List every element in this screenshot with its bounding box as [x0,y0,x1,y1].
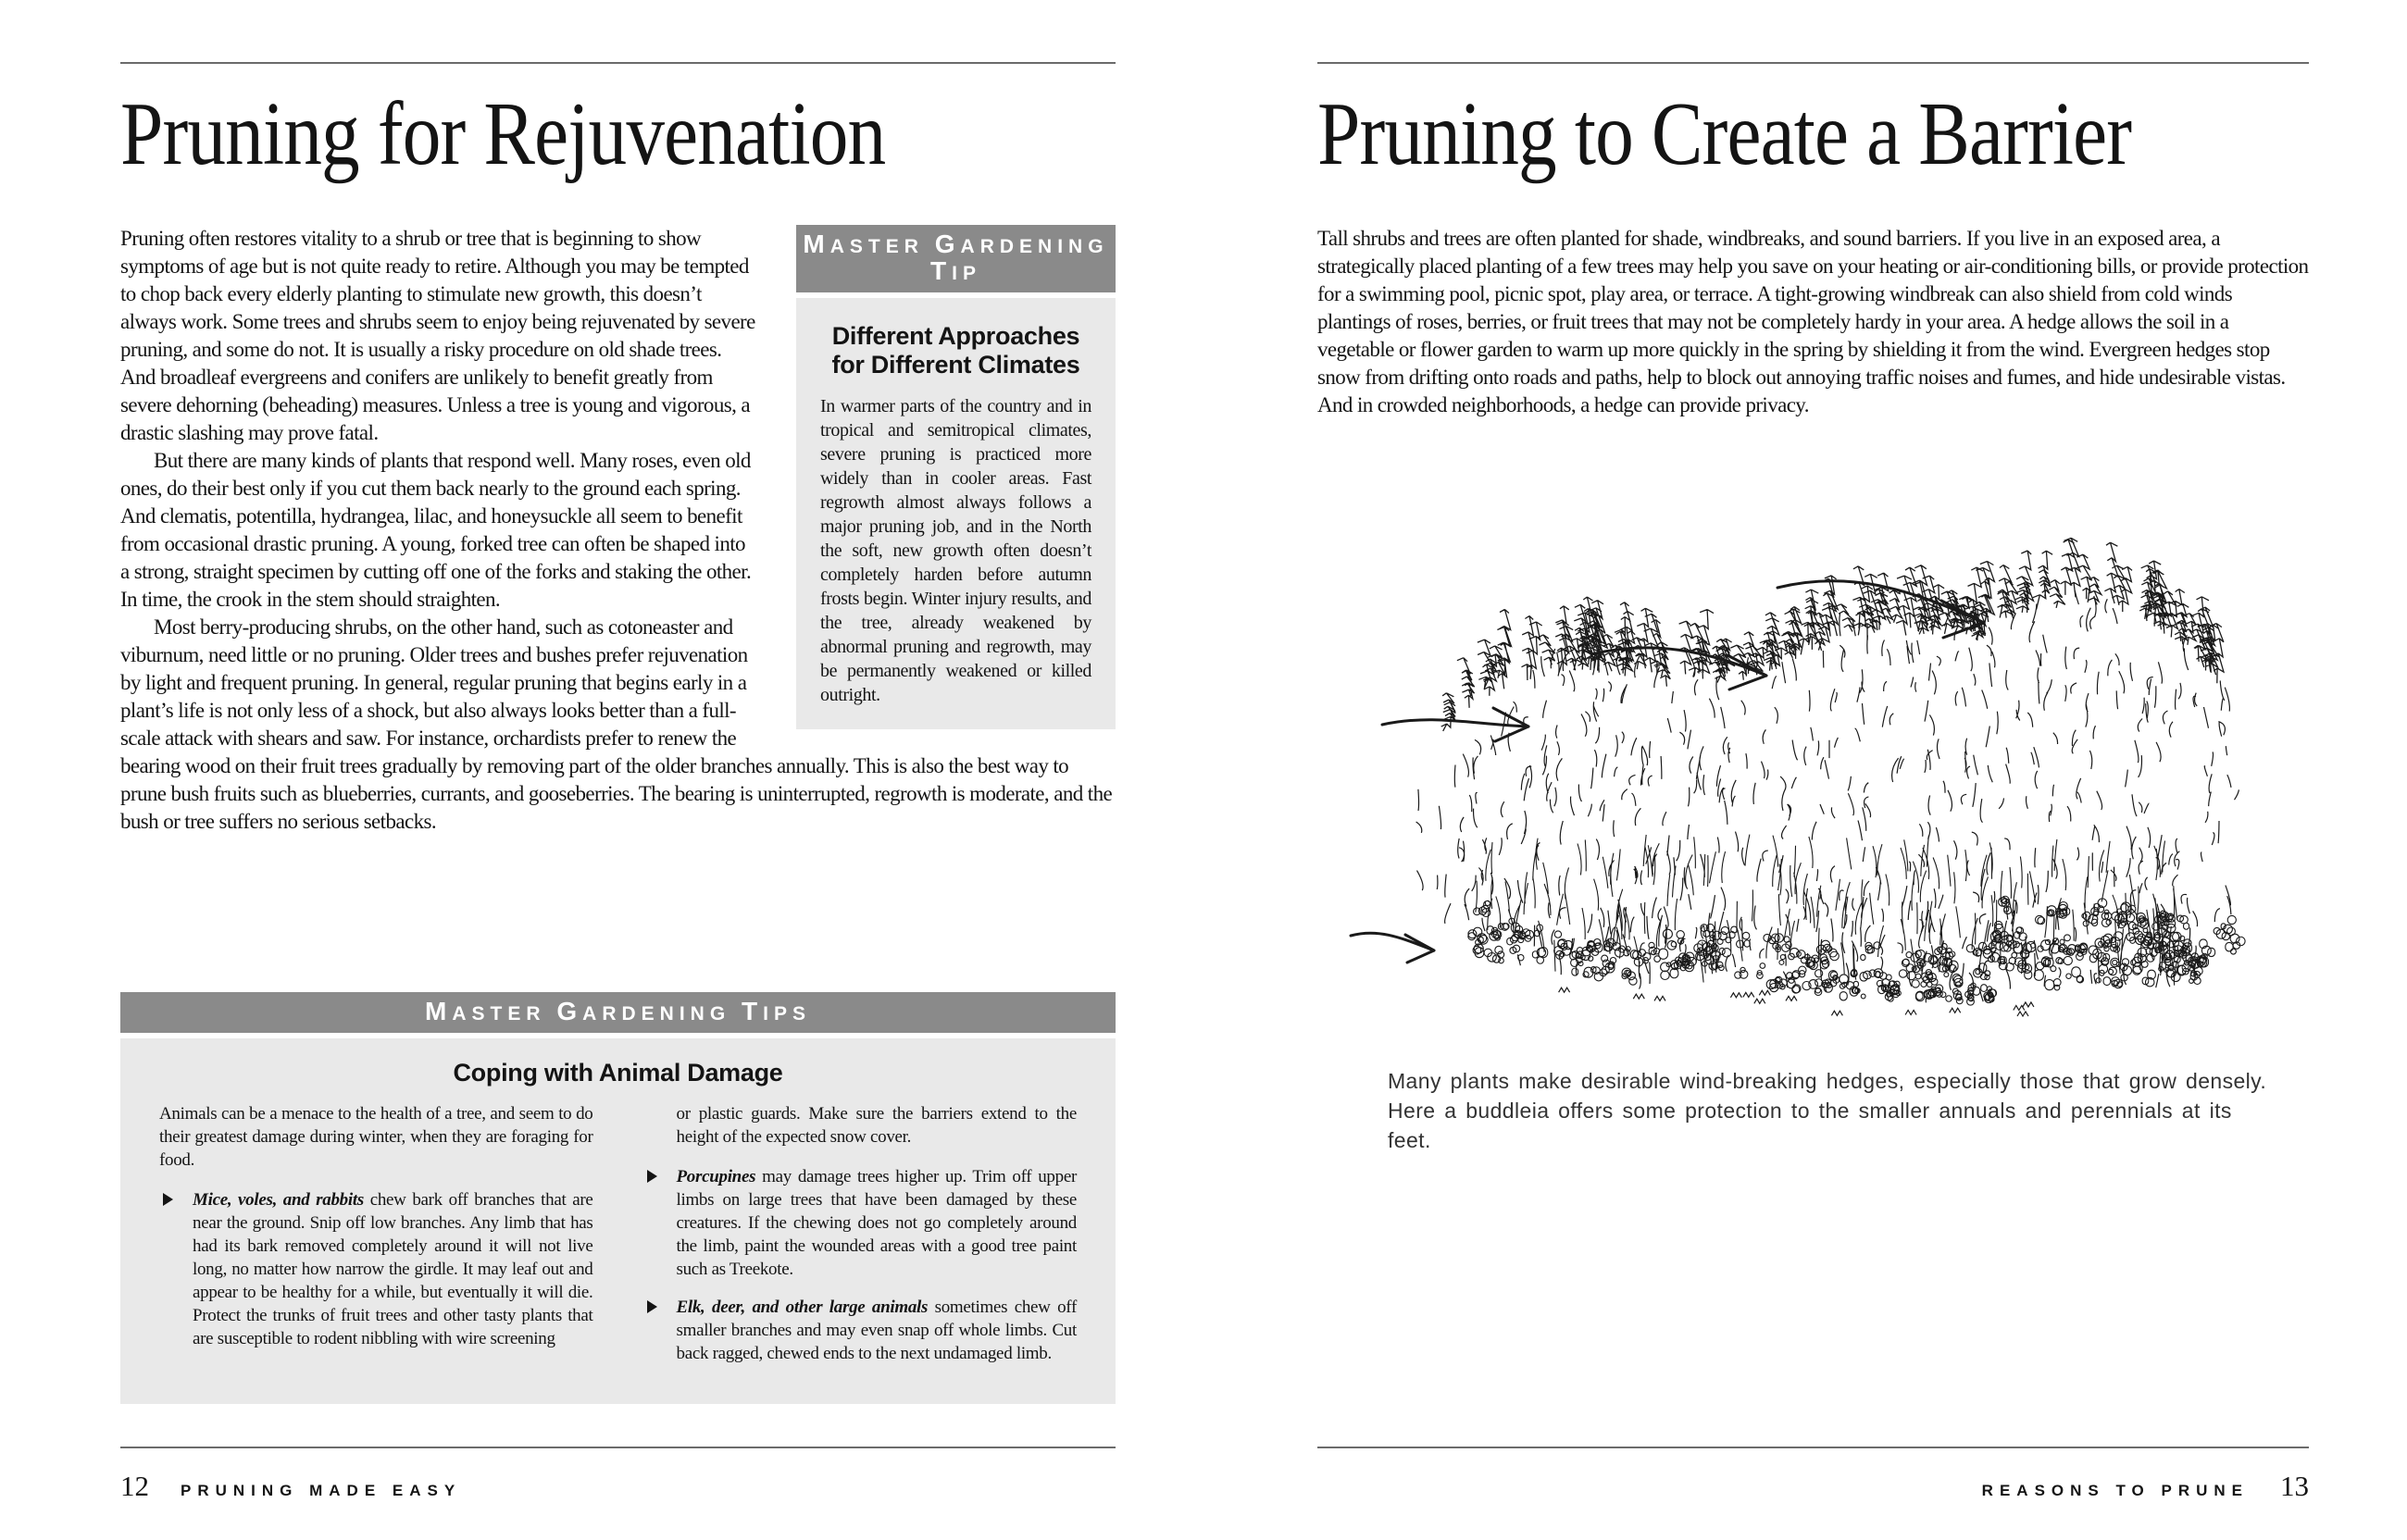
tip-box-tag: MASTER GARDENING TIP [796,225,1116,292]
tip-box-body [796,298,1116,729]
page-number-left: 12 [120,1470,149,1502]
left-body-copy [120,225,1116,836]
right-body-copy [1317,225,2309,419]
tip-bullet-porcupines: Porcupines may damage trees higher up. Trim off upper limbs on large trees that have been damaged by these creatures. If the chewing does not go completely around the limb, paint the wounded areas with a good tree paint such as Treekote. [643,1165,1078,1281]
tips-column-left [159,1102,593,1380]
bullet-continuation: or plastic guards. Make sure the barriers extend to the height of the expected snow cover. [676,1104,1077,1147]
hedge-illustration [1345,514,2289,1037]
page-number-right: 13 [2280,1470,2309,1502]
master-gardening-tip-box [796,225,1116,729]
body-paragraph: Most berry-producing shrubs, on the other hand, such as cotoneaster and viburnum, need little or no pruning. Older trees and bushes prefer rejuvenation by light and frequent pruning. In general, regular pruning that begins early in a plant’s life is not only less of a shock, but also always looks better than a full-scale attack with shears and saw. For instance, orchardists prefer to renew the bearing wood on their fruit trees gradually by removing part of the older branches annually. This is also the best way to prune bush fruits such as blueberries, currants, and gooseberries. The bearing is uninterrupted, regrowth is moderate, and the bush or tree suffers no serious setbacks. [120,615,1113,833]
body-paragraph: Tall shrubs and trees are often planted for shade, windbreaks, and sound barriers. If you live in an exposed area, a strategically placed planting of a few trees may help you save on your heating or air-conditioning bills, or provide protection for a swimming pool, picnic spot, play area, or terrace. A tight-growing windbreak can also shield from cold winds plantings of roses, berries, or fruit trees that may not be completely hardy in your area. A hedge allows the soil in a vegetable or flower garden to warm up more quickly in the spring by shielding it from the wind. Evergreen hedges stop snow from drifting onto roads and paths, help to block out annoying traffic noises and fumes, and hide undesirable vistas. And in crowded neighborhoods, a hedge can provide privacy. [1317,226,2309,416]
top-rule-right [1317,62,2309,64]
page-left [120,37,1116,836]
illustration-caption: Many plants make desirable wind-breaking hedges, especially those that grow densely. Here a buddleia offers some protection to the smaller annuals and perennials at its feet. [1388,1069,2267,1152]
tips-intro: Animals can be a menace to the health of a tree, and seem to do their greatest damage during winter, when they are foraging for food. [159,1104,593,1170]
footer-right [1317,1470,2309,1503]
tip-box-heading: Different Approaches for Different Climates [831,321,1080,379]
tip-bullet-mice: Mice, voles, and rabbits chew bark off branches that are near the ground. Snip off low branches. Any limb that has had its bark removed completely around it will not live long, no matter how narrow the girdle. It may leaf out and appear to be healthy for a while, but eventually it will die. Protect the trunks of fruit trees and other tasty plants that are susceptible to rodent nibbling with wire screening [159,1188,593,1350]
bullet-text: may damage trees higher up. Trim off upper limbs on large trees that have been damaged by these creatures. If the chewing does not go completely around the limb, paint the wounded areas with a good tree paint such as Treekote. [676,1167,1077,1279]
page-title-left: Pruning for Rejuvenation [120,84,886,184]
footer-left [120,1470,461,1503]
tips-column-right [643,1102,1078,1380]
tips-box-body [120,1038,1116,1404]
body-paragraph: Pruning often restores vitality to a shrub or tree that is beginning to show symptoms of age but is not quite ready to retire. Although you may be tempted to chop back every elderly planting to stimulate new growth, this doesn’t always work. Some trees and shrubs seem to enjoy being rejuvenated by severe pruning, and some do not. It is usually a risky procedure on old shade trees. And broadleaf evergreens and conifers are unlikely to benefit greatly from severe dehorning (beheading) measures. Unless a tree is young and vigorous, a drastic slashing may prove fatal. [120,226,755,444]
book-title-footer: PRUNING MADE EASY [181,1482,462,1499]
chapter-title-footer: REASONS TO PRUNE [1981,1482,2249,1499]
tip-bullet-elk-deer: Elk, deer, and other large animals sometimes chew off smaller branches and may even snap off whole limbs. Cut back ragged, chewed ends to the next undamaged limb. [643,1296,1078,1365]
master-gardening-tips-box [120,992,1116,1404]
top-rule-left [120,62,1116,64]
bullet-triangle-icon [647,1170,657,1183]
hedge-illustration-container [1345,514,2289,1037]
bullet-triangle-icon [647,1300,657,1313]
tip-box-text: In warmer parts of the country and in tropical and semitropical climates, severe pruning is practiced more widely than in cooler areas. Fast regrowth almost always follows a major pruning job, and in the North the soft, new growth often doesn’t completely harden before autumn frosts begin. Winter injury results, and the tree, already weakened by abnormal pruning and regrowth, may be permanently weakened or killed outright. [820,395,1091,705]
tips-box-heading: Coping with Animal Damage [453,1059,783,1087]
bullet-text: sometimes chew off smaller branches and may even snap off whole limbs. Cut back ragged, chewed ends to the next undamaged limb. [676,1298,1078,1363]
body-paragraph: But there are many kinds of plants that respond well. Many roses, even old ones, do their best only if you cut them back nearly to the ground each spring. And clematis, potentilla, hydrangea, lilac, and honeysuckle all seem to benefit from occasional drastic pruning. A young, forked tree can often be shaped into a strong, straight specimen by cutting off one of the forks and staking the other. In time, the crook in the stem should straighten. [120,448,752,611]
page-title-right: Pruning to Create a Barrier [1317,84,2132,184]
footer-rule-right [1317,1447,2309,1448]
bullet-triangle-icon [163,1193,173,1206]
page-right [1317,37,2309,1152]
bullet-text: chew bark off branches that are near the ground. Snip off low branches. Any limb that has had its bark removed completely around it will not live long, no matter how narrow the girdle. It may leaf out and appear to be healthy for a while, but eventually it will die. Protect the trunks of fruit trees and other tasty plants that are susceptible to rodent nibbling with wire screening [193,1190,593,1348]
tips-box-tag: MASTER GARDENING TIPS [120,992,1116,1033]
hedge-drawing [1416,538,2246,1016]
footer-rule-left [120,1447,1116,1448]
